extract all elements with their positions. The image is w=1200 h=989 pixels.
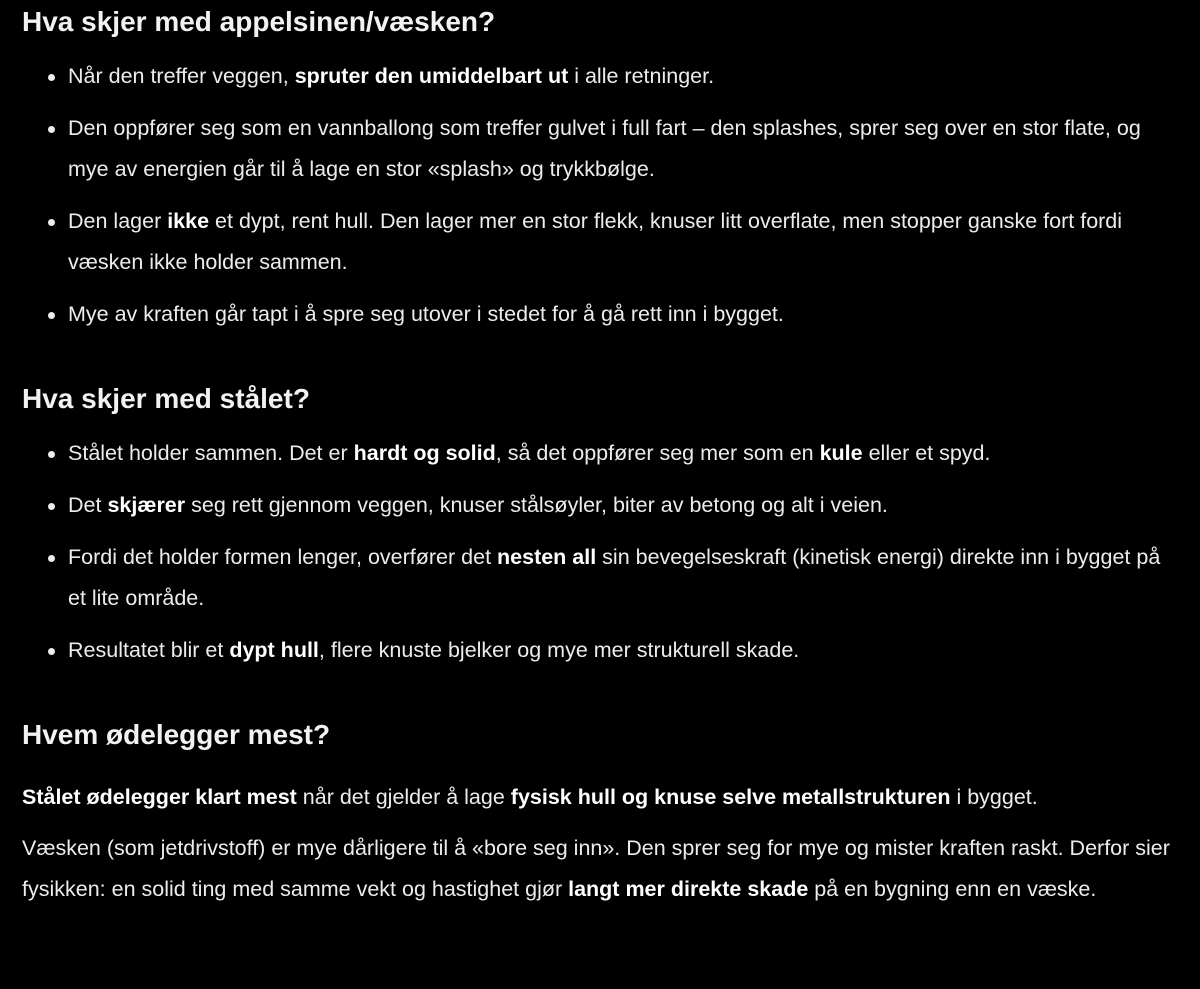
bold-text: kule [819,441,863,465]
bold-text: dypt hull [229,638,319,662]
list-item: Stålet holder sammen. Det er hardt og solid, så det oppfører seg mer som en kule eller et spyd. [22,433,1178,474]
bullet-dot-icon [48,219,55,226]
bullet-dot-icon [48,74,55,81]
bold-text: skjærer [107,493,186,517]
bullet-dot-icon [48,503,55,510]
bullet-dot-icon [48,648,55,655]
list-item: Mye av kraften går tapt i å spre seg utover i stedet for å gå rett inn i bygget. [22,294,1178,335]
section-heading-steel: Hva skjer med stålet? [22,383,310,414]
list-item: Når den treffer veggen, spruter den umiddelbart ut i alle retninger. [22,56,1178,97]
list-item: Den oppfører seg som en vannballong som treffer gulvet i full fart – den splashes, sprer seg over en stor flate, og mye av energien går til å lage en stor «splash» og trykkbølge. [22,108,1178,190]
bold-text: langt mer direkte skade [568,877,809,901]
bullet-dot-icon [48,451,55,458]
bullet-dot-icon [48,126,55,133]
explanation-paragraph: Væsken (som jetdrivstoff) er mye dårligere til å «bore seg inn». Den sprer seg for mye og mister kraften raskt. Derfor sier fysikken: en solid ting med samme vekt og hastighet gjør langt mer direkte skade på en bygning enn en væske. [22,836,1170,901]
bullet-dot-icon [48,555,55,562]
bold-text: spruter den umiddelbart ut [294,64,569,88]
bold-text: ikke [167,209,210,233]
bold-text: nesten all [497,545,597,569]
section-heading-liquid: Hva skjer med appelsinen/væsken? [22,6,496,37]
bullet-list-liquid [22,56,1178,335]
conclusion-paragraph: Stålet ødelegger klart mest når det gjelder å lage fysisk hull og knuse selve metallstrukturen i bygget. [22,785,1038,809]
bullet-list-steel [22,433,1178,671]
bold-text: fysisk hull og knuse selve metallstrukturen [510,785,951,809]
list-item: Fordi det holder formen lenger, overfører det nesten all sin bevegelseskraft (kinetisk energi) direkte inn i bygget på et lite område. [22,537,1178,619]
list-item: Den lager ikke et dypt, rent hull. Den lager mer en stor flekk, knuser litt overflate, men stopper ganske fort fordi væsken ikke holder sammen. [22,201,1178,283]
section-heading-conclusion: Hvem ødelegger mest? [22,719,331,750]
bold-text: Stålet ødelegger klart mest [22,785,297,809]
list-item: Resultatet blir et dypt hull, flere knuste bjelker og mye mer strukturell skade. [22,630,1178,671]
list-item: Det skjærer seg rett gjennom veggen, knuser stålsøyler, biter av betong og alt i veien. [22,485,1178,526]
response-content [0,2,1200,989]
bullet-dot-icon [48,312,55,319]
bold-text: hardt og solid [353,441,496,465]
